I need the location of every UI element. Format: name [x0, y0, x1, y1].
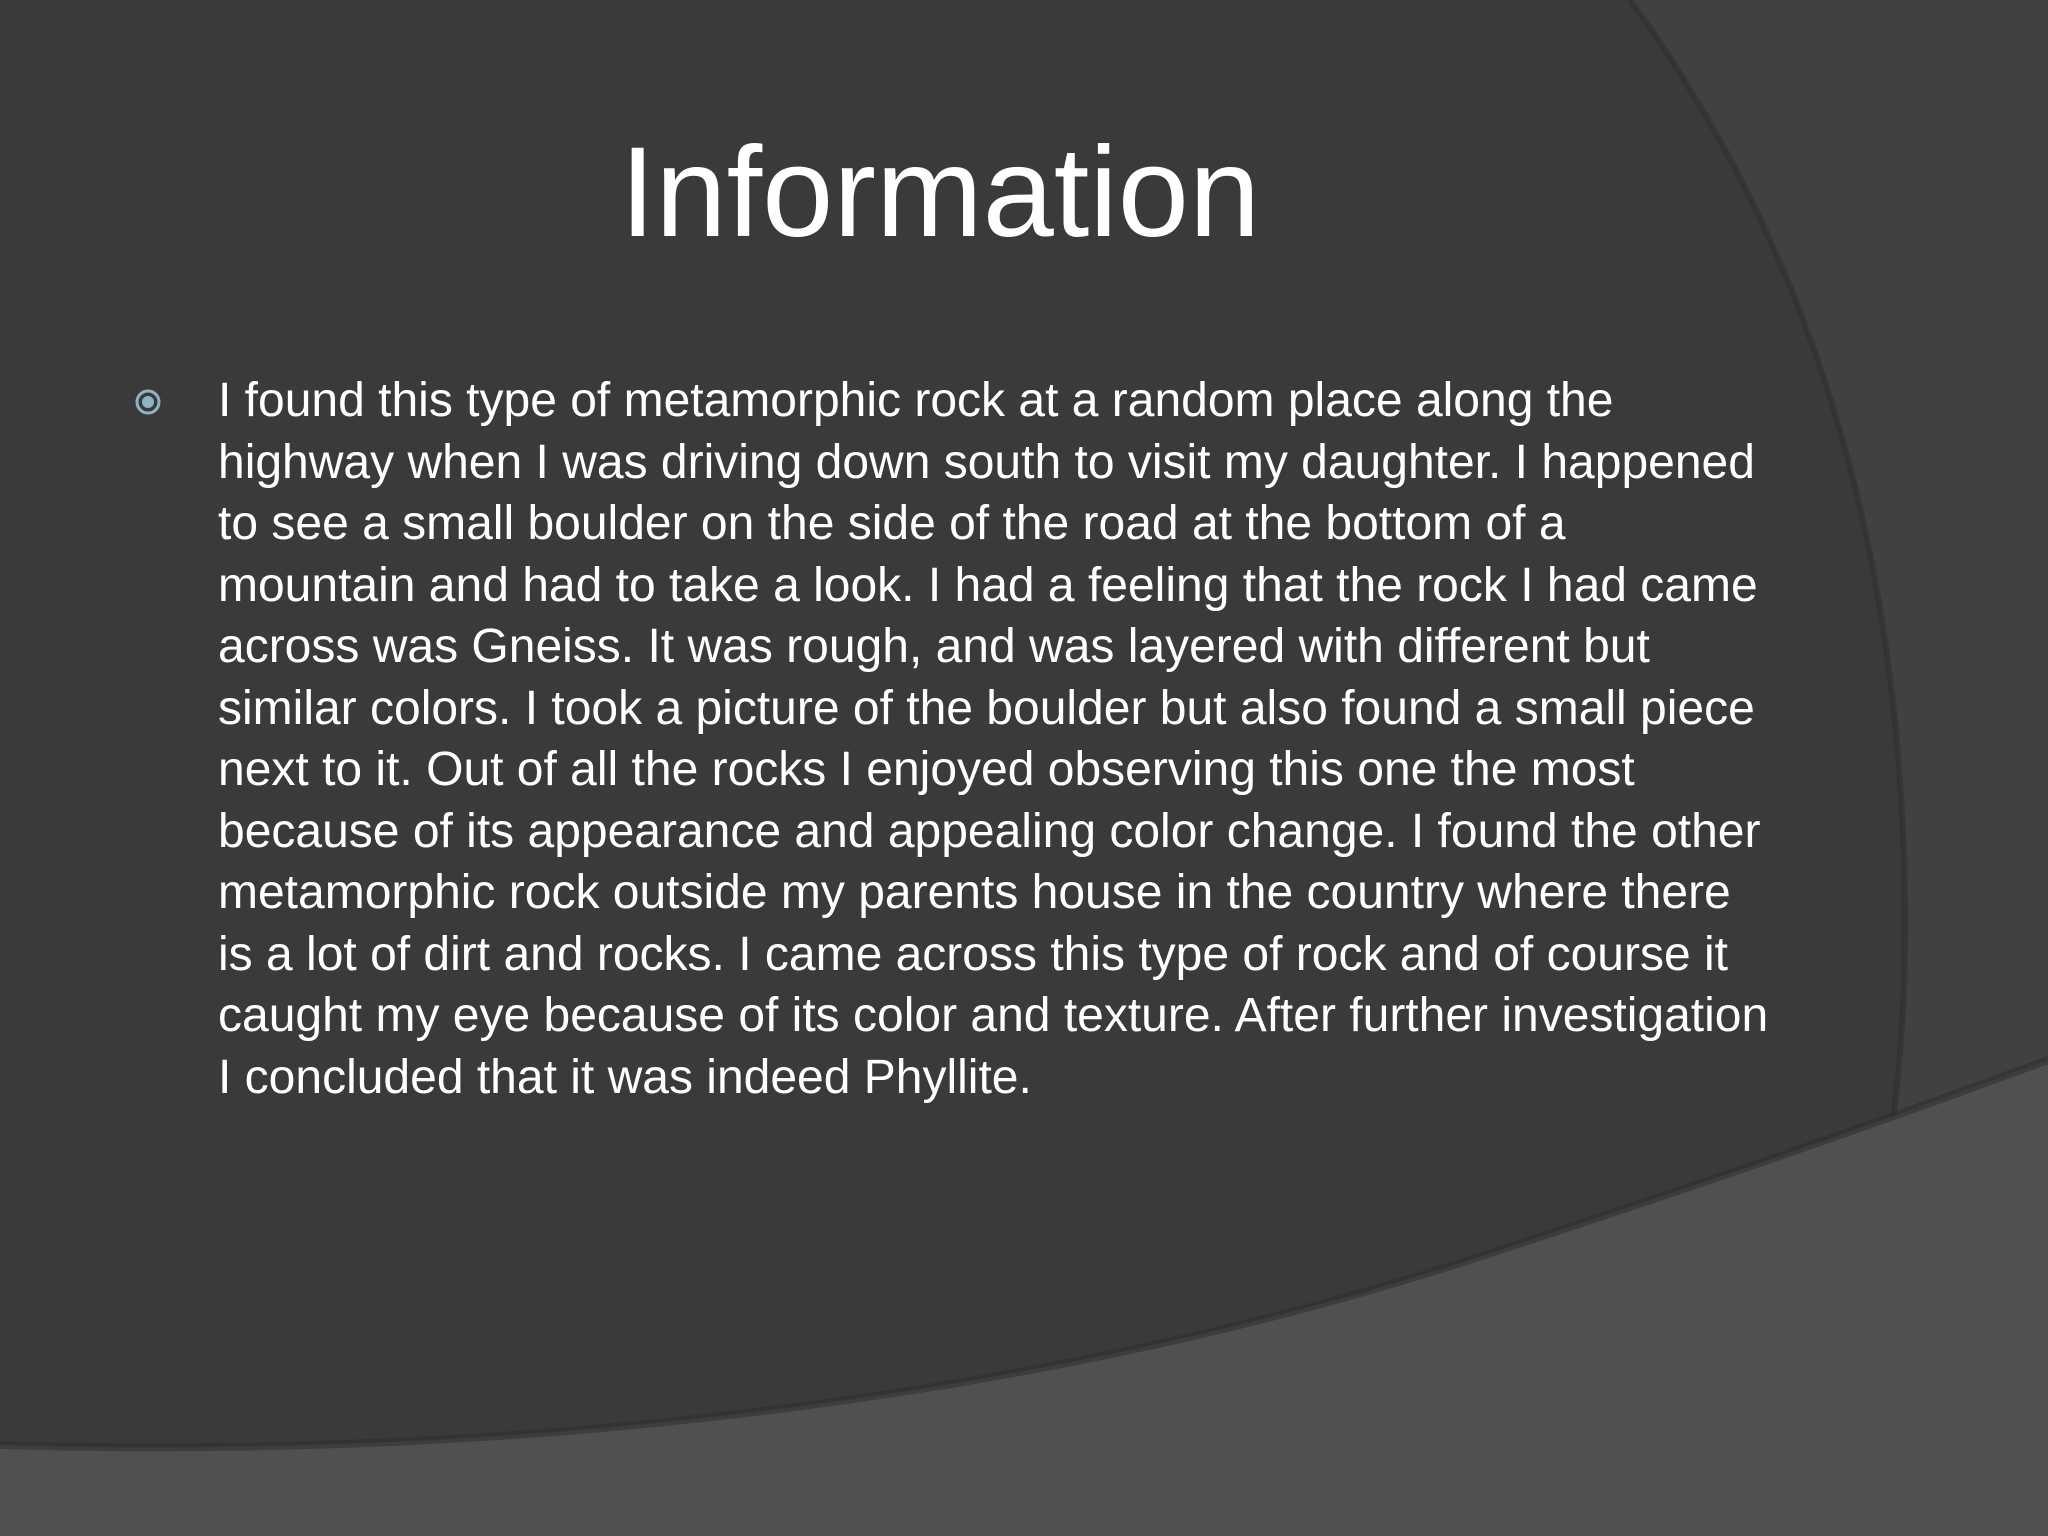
bottom-swoosh — [0, 1060, 2048, 1536]
bullet-list — [130, 370, 1770, 1108]
slide-title: Information — [619, 121, 1261, 264]
list-item — [130, 370, 1770, 1108]
circle-bullet-icon — [134, 388, 162, 416]
bullet-text: I found this type of metamorphic rock at a random place along the highway when I was driving down south to visit my daughter. I happened to see a small boulder on the side of the road at the bottom of a mountain and had to take a look. I had a feeling that the rock I had came across was Gneiss. It was rough, and was layered with different but similar colors. I took a picture of the boulder but also found a small piece next to it. Out of all the rocks I enjoyed observing this one the most because of its appearance and appealing color change. I found the other metamorphic rock outside my parents house in the country where there is a lot of dirt and rocks. I came across this type of rock and of course it caught my eye because of its color and texture. After further investigation I concluded that it was indeed Phyllite. — [218, 374, 1769, 1104]
